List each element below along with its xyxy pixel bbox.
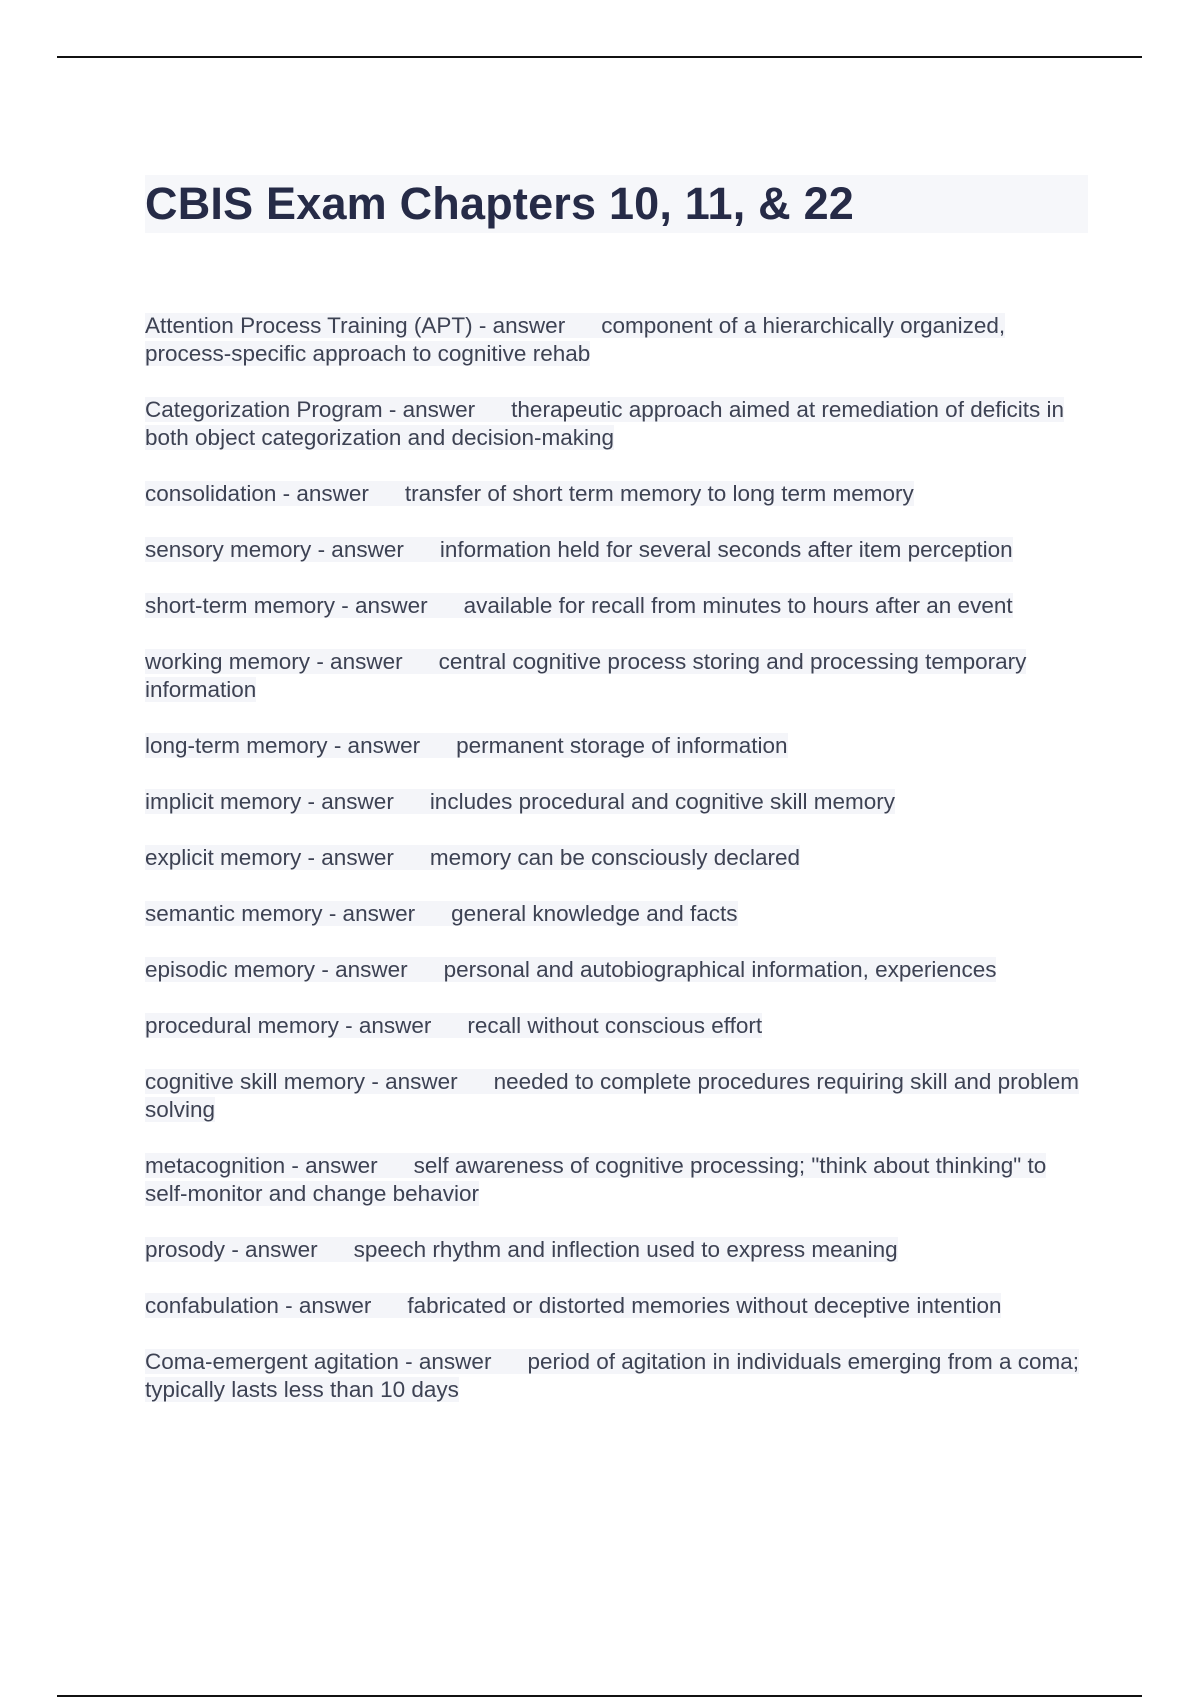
entry-term: long-term memory — [145, 733, 328, 758]
page-title: CBIS Exam Chapters 10, 11, & 22 — [145, 175, 1088, 233]
entry-definition: available for recall from minutes to hours after an event — [463, 593, 1013, 618]
list-item — [145, 1152, 1090, 1208]
list-item — [145, 396, 1090, 452]
entry-definition: general knowledge and facts — [451, 901, 738, 926]
list-item — [145, 1012, 1090, 1040]
list-item — [145, 844, 1090, 872]
entry-definition: self awareness of cognitive processing; "think about thinking" to self-monitor and change behavior — [145, 1153, 1047, 1206]
entry-separator: - answer — [307, 789, 394, 814]
entry-separator: - answer — [285, 1293, 372, 1318]
entry-separator: - answer — [328, 901, 416, 926]
entry-term: procedural memory — [145, 1013, 339, 1038]
entry-term: semantic memory — [145, 901, 323, 926]
list-item — [145, 788, 1090, 816]
entry-definition: transfer of short term memory to long term memory — [404, 481, 914, 506]
entry-term: explicit memory — [145, 845, 302, 870]
list-item — [145, 1068, 1090, 1124]
entry-term: confabulation — [145, 1293, 279, 1318]
entry-term: implicit memory — [145, 789, 302, 814]
entry-definition: personal and autobiographical information, experiences — [443, 957, 997, 982]
bottom-rule — [57, 1695, 1142, 1697]
list-item — [145, 1348, 1090, 1404]
list-item — [145, 536, 1090, 564]
list-item — [145, 480, 1090, 508]
entry-separator: - answer — [307, 845, 394, 870]
entry-separator: - answer — [231, 1237, 318, 1262]
entry-term: prosody — [145, 1237, 226, 1262]
entry-definition: memory can be consciously declared — [429, 845, 801, 870]
list-item — [145, 312, 1090, 368]
list-item — [145, 956, 1090, 984]
entry-definition: permanent storage of information — [456, 733, 788, 758]
entry-definition: speech rhythm and inflection used to express meaning — [353, 1237, 898, 1262]
entry-definition: period of agitation in individuals emerging from a coma; typically lasts less than 10 days — [145, 1349, 1079, 1402]
list-item — [145, 732, 1090, 760]
list-item — [145, 900, 1090, 928]
entry-separator: - answer — [282, 481, 369, 506]
entry-separator: - answer — [371, 1069, 458, 1094]
entry-definition: recall without conscious effort — [467, 1013, 763, 1038]
entry-definition: fabricated or distorted memories without deceptive intention — [407, 1293, 1002, 1318]
entry-term: short-term memory — [145, 593, 336, 618]
entry-separator: - answer — [316, 649, 403, 674]
entry-definition: central cognitive process storing and processing temporary information — [145, 649, 1027, 702]
list-item — [145, 1292, 1090, 1320]
entry-separator: - answer — [405, 1349, 492, 1374]
entry-term: working memory — [145, 649, 311, 674]
entry-separator: - answer — [317, 537, 404, 562]
entry-term: cognitive skill memory — [145, 1069, 366, 1094]
list-item — [145, 592, 1090, 620]
entry-separator: - answer — [345, 1013, 432, 1038]
entry-separator: - answer — [388, 397, 476, 422]
entry-definition: information held for several seconds after item perception — [439, 537, 1013, 562]
entry-separator: - answer — [291, 1153, 378, 1178]
top-rule — [57, 56, 1142, 58]
list-item — [145, 1236, 1090, 1264]
entry-term: episodic memory — [145, 957, 316, 982]
entry-separator: - answer — [478, 313, 566, 338]
flashcard-list — [145, 312, 1090, 1432]
entry-definition: includes procedural and cognitive skill memory — [429, 789, 896, 814]
entry-separator: - answer — [333, 733, 421, 758]
list-item — [145, 648, 1090, 704]
entry-definition: component of a hierarchically organized, process-specific approach to cognitive rehab — [145, 313, 1006, 366]
entry-definition: needed to complete procedures requiring skill and problem solving — [145, 1069, 1079, 1122]
entry-term: Coma-emergent agitation — [145, 1349, 399, 1374]
entry-separator: - answer — [341, 593, 428, 618]
entry-term: Categorization Program — [145, 397, 383, 422]
entry-term: Attention Process Training (APT) — [145, 313, 473, 338]
entry-term: sensory memory — [145, 537, 312, 562]
entry-term: consolidation — [145, 481, 277, 506]
entry-term: metacognition — [145, 1153, 286, 1178]
entry-separator: - answer — [321, 957, 408, 982]
entry-definition: therapeutic approach aimed at remediation of deficits in both object categorization and decision-making — [145, 397, 1064, 450]
